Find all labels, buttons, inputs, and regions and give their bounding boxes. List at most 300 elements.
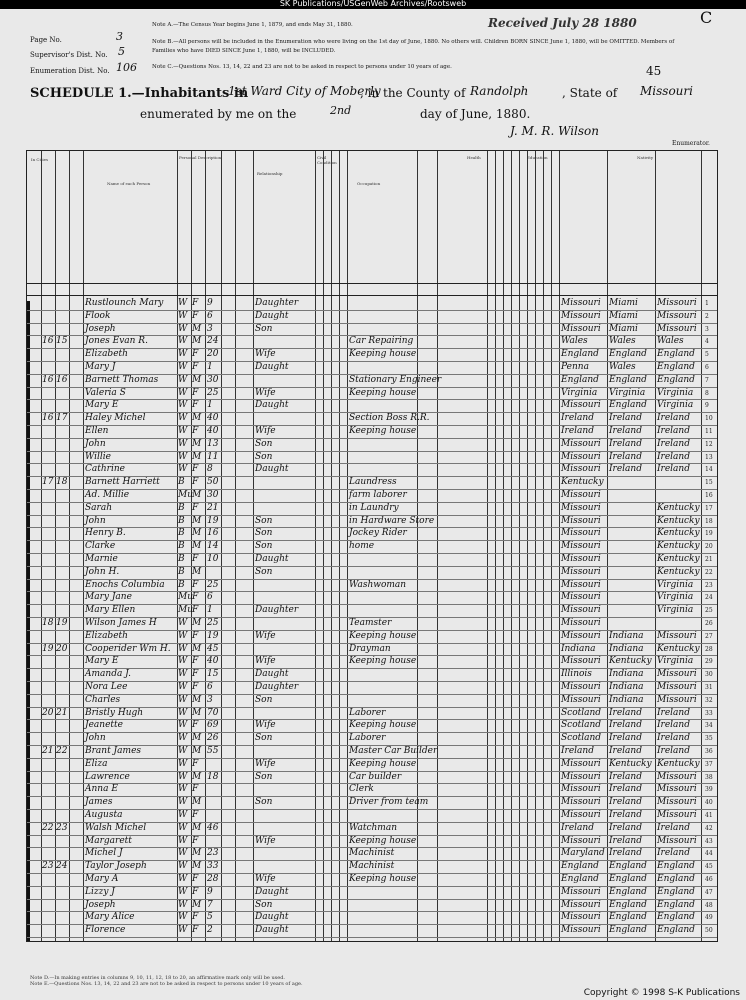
- mother-birthplace-cell: Ireland: [657, 438, 690, 449]
- father-birthplace-cell: Indiana: [609, 669, 644, 680]
- sex-cell: M: [192, 336, 202, 347]
- age-cell: 8: [207, 464, 213, 475]
- person-name-cell: Ellen: [85, 426, 109, 436]
- occupation-cell: Drayman: [349, 643, 391, 654]
- line-number-cell: 33: [705, 709, 713, 717]
- mother-birthplace-cell: England: [657, 886, 695, 897]
- father-birthplace-cell: Ireland: [609, 438, 642, 449]
- occupation-cell: Stationary Engineer: [349, 374, 442, 385]
- enumeration-date-tail: day of June, 1880.: [420, 107, 531, 121]
- line-number-cell: 47: [705, 888, 713, 896]
- mother-birthplace-cell: Virginia: [657, 592, 694, 603]
- age-cell: 16: [207, 528, 219, 539]
- line-number-cell: 31: [705, 684, 713, 691]
- color-cell: W: [178, 336, 188, 347]
- color-cell: B: [178, 579, 185, 590]
- color-cell: W: [178, 925, 188, 936]
- father-birthplace-cell: England: [609, 400, 647, 411]
- mother-birthplace-cell: Missouri: [657, 771, 697, 782]
- father-birthplace-cell: Ireland: [609, 720, 642, 731]
- sex-cell: M: [192, 822, 202, 833]
- color-cell: B: [178, 541, 185, 552]
- age-cell: 1: [207, 362, 213, 372]
- mother-birthplace-cell: Wales: [657, 336, 684, 347]
- color-cell: W: [178, 323, 188, 334]
- birthplace-cell: Missouri: [561, 323, 601, 334]
- age-cell: 7: [207, 899, 213, 910]
- line-number-cell: 5: [705, 351, 709, 359]
- mother-birthplace-cell: Kentucky: [657, 541, 700, 552]
- line-number-cell: 11: [705, 428, 713, 435]
- person-name-cell: Elizabeth: [85, 630, 128, 641]
- birthplace-cell: Missouri: [561, 886, 601, 897]
- person-name-cell: Mary E: [85, 656, 119, 667]
- color-cell: B: [178, 554, 185, 564]
- mother-birthplace-cell: Missouri: [657, 810, 697, 820]
- birthplace-cell: Missouri: [561, 694, 601, 705]
- sex-cell: F: [192, 400, 199, 411]
- father-birthplace-cell: England: [609, 861, 647, 872]
- birthplace-cell: Missouri: [561, 464, 601, 475]
- relationship-cell: Son: [255, 899, 273, 910]
- age-cell: 11: [207, 451, 219, 462]
- copyright-notice: Copyright © 1998 S-K Publications: [583, 988, 740, 998]
- birthplace-cell: Ireland: [561, 413, 594, 424]
- color-cell: W: [178, 899, 188, 910]
- sex-cell: F: [192, 387, 199, 398]
- birthplace-cell: Missouri: [561, 438, 601, 449]
- mother-birthplace-cell: Missouri: [657, 630, 697, 641]
- supervisor-district-label: Supervisor's Dist. No.: [30, 51, 108, 59]
- father-birthplace-cell: Ireland: [609, 733, 642, 744]
- sex-cell: F: [192, 874, 199, 884]
- birthplace-cell: Scotland: [561, 707, 602, 718]
- relationship-cell: Son: [255, 438, 273, 449]
- birthplace-cell: Missouri: [561, 771, 601, 782]
- color-cell: Mu: [178, 605, 194, 616]
- enumerated-label: enumerated by me on the: [140, 107, 297, 121]
- relationship-cell: Wife: [255, 630, 276, 641]
- relationship-cell: Wife: [255, 656, 276, 667]
- father-birthplace-cell: England: [609, 925, 647, 936]
- sex-cell: M: [192, 566, 202, 577]
- father-birthplace-cell: England: [609, 874, 647, 884]
- color-cell: W: [178, 822, 188, 833]
- person-name-cell: Barnett Thomas: [85, 374, 159, 385]
- mother-birthplace-cell: Missouri: [657, 682, 697, 692]
- sex-cell: M: [192, 797, 202, 808]
- mother-birthplace-cell: Ireland: [657, 464, 690, 475]
- birthplace-cell: Missouri: [561, 298, 601, 308]
- age-cell: 14: [207, 541, 219, 552]
- line-number-cell: 35: [705, 735, 713, 743]
- relationship-cell: Son: [255, 566, 273, 577]
- person-name-cell: James: [85, 797, 113, 808]
- birthplace-cell: Ireland: [561, 822, 594, 833]
- father-birthplace-cell: England: [609, 912, 647, 923]
- relationship-cell: Daught: [255, 925, 289, 936]
- father-birthplace-cell: Miami: [609, 310, 638, 321]
- mother-birthplace-cell: Kentucky: [657, 502, 700, 513]
- header-separator: [27, 295, 717, 296]
- age-cell: 9: [207, 298, 213, 308]
- mother-birthplace-cell: Missouri: [657, 784, 697, 795]
- col-head-personal: Personal Description: [179, 155, 222, 160]
- sex-cell: F: [192, 554, 199, 564]
- age-cell: 25: [207, 387, 219, 398]
- family-number-cell: 20: [56, 643, 68, 654]
- line-number-cell: 6: [705, 364, 709, 371]
- line-number-cell: 30: [705, 671, 713, 679]
- father-birthplace-cell: Indiana: [609, 682, 644, 692]
- footer-notes: [30, 975, 303, 987]
- relationship-cell: Daughter: [255, 298, 299, 308]
- person-name-cell: Lawrence: [85, 771, 130, 782]
- occupation-cell: Car Repairing: [349, 336, 414, 347]
- birthplace-cell: Missouri: [561, 784, 601, 795]
- person-name-cell: Ad. Millie: [85, 490, 130, 500]
- birthplace-cell: Ireland: [561, 746, 594, 756]
- sex-cell: F: [192, 605, 199, 616]
- dwelling-number-cell: 22: [42, 822, 54, 833]
- father-birthplace-cell: England: [609, 886, 647, 897]
- sex-cell: F: [192, 784, 199, 795]
- father-birthplace-cell: England: [609, 374, 647, 385]
- person-name-cell: Mary J: [85, 362, 116, 372]
- mother-birthplace-cell: England: [657, 899, 695, 910]
- mother-birthplace-cell: Ireland: [657, 733, 690, 744]
- birthplace-cell: England: [561, 349, 599, 360]
- birthplace-cell: England: [561, 861, 599, 872]
- relationship-cell: Son: [255, 733, 273, 744]
- color-cell: W: [178, 874, 188, 884]
- birthplace-cell: Missouri: [561, 400, 601, 411]
- line-number-cell: 8: [705, 389, 709, 397]
- row-rule: [27, 937, 717, 938]
- age-cell: 1: [207, 400, 213, 411]
- line-number-cell: 21: [705, 556, 713, 563]
- mother-birthplace-cell: Ireland: [657, 746, 690, 756]
- father-birthplace-cell: England: [609, 349, 647, 360]
- color-cell: B: [178, 566, 185, 577]
- col-head-cities: In Cities: [31, 157, 49, 162]
- age-cell: 28: [207, 874, 219, 884]
- relationship-cell: Daught: [255, 464, 289, 475]
- relationship-cell: Son: [255, 541, 273, 552]
- sex-cell: M: [192, 490, 202, 500]
- relationship-cell: Wife: [255, 758, 276, 769]
- line-number-cell: 36: [705, 748, 713, 755]
- sex-cell: F: [192, 925, 199, 936]
- father-birthplace-cell: Ireland: [609, 426, 642, 436]
- color-cell: W: [178, 310, 188, 321]
- relationship-cell: Daught: [255, 362, 289, 372]
- birthplace-cell: Missouri: [561, 490, 601, 500]
- line-number-cell: 4: [705, 338, 709, 346]
- county-value: Randolph: [470, 84, 529, 98]
- census-table: [26, 150, 718, 942]
- enumerator-signature: J. M. R. Wilson: [510, 124, 599, 138]
- age-cell: 40: [207, 426, 219, 436]
- line-number-cell: 39: [705, 786, 713, 794]
- person-name-cell: Rustlounch Mary: [85, 298, 164, 308]
- line-number-cell: 3: [705, 325, 709, 333]
- line-number-cell: 15: [705, 479, 713, 487]
- footer-note-e: Note E.—Questions Nos. 13, 14, 22 and 23 are not to be asked in respect to persons under 10 years of age.: [30, 981, 303, 987]
- relationship-cell: Wife: [255, 720, 276, 731]
- mother-birthplace-cell: England: [657, 861, 695, 872]
- person-name-cell: Margarett: [85, 835, 132, 846]
- line-number-cell: 37: [705, 760, 713, 768]
- age-cell: 3: [207, 323, 213, 334]
- line-number-cell: 2: [705, 312, 709, 320]
- col-head-education: Education: [527, 155, 548, 160]
- color-cell: Mu: [178, 490, 194, 500]
- occupation-cell: Watchman: [349, 822, 397, 833]
- note-b: Note B.—All persons will be included in the Enumeration who were living on the 1st day of June, 1880. No others will. Children BORN SINCE June 1, 1880, will be OMITTED. Members of Families who have DIED SINCE June 1, 1880, will be INCLUDED.: [152, 39, 675, 54]
- color-cell: W: [178, 438, 188, 449]
- line-number-cell: 46: [705, 876, 713, 883]
- note-a: Note A.—The Census Year begins June 1, 1879, and ends May 31, 1880.: [152, 22, 353, 28]
- person-name-cell: Brant James: [85, 746, 142, 756]
- mother-birthplace-cell: Kentucky: [657, 528, 700, 539]
- age-cell: 25: [207, 618, 219, 628]
- birthplace-cell: Missouri: [561, 758, 601, 769]
- birthplace-cell: Missouri: [561, 528, 601, 539]
- birthplace-cell: Missouri: [561, 515, 601, 526]
- enumerator-label: Enumerator.: [672, 140, 710, 147]
- sex-cell: M: [192, 618, 202, 628]
- person-name-cell: Enochs Columbia: [85, 579, 165, 590]
- age-cell: 6: [207, 310, 213, 321]
- father-birthplace-cell: Ireland: [609, 848, 642, 859]
- state-value: Missouri: [640, 84, 693, 98]
- col-head-occupation: Occupation: [357, 181, 381, 186]
- occupation-cell: Section Boss R.R.: [349, 413, 430, 424]
- birthplace-cell: England: [561, 374, 599, 385]
- father-birthplace-cell: Ireland: [609, 771, 642, 782]
- father-birthplace-cell: Ireland: [609, 784, 642, 795]
- note-c: Note C.—Questions Nos. 13, 14, 22 and 23 are not to be asked in respect to persons under 10 years of age.: [152, 64, 452, 70]
- county-label: , in the County of: [360, 86, 466, 100]
- relationship-cell: Son: [255, 771, 273, 782]
- color-cell: W: [178, 464, 188, 475]
- person-name-cell: Willie: [85, 451, 111, 462]
- scan-edge: [27, 301, 30, 941]
- father-birthplace-cell: Kentucky: [609, 656, 652, 667]
- occupation-cell: Keeping house: [349, 835, 417, 846]
- relationship-cell: Daughter: [255, 682, 299, 692]
- color-cell: W: [178, 630, 188, 641]
- color-cell: W: [178, 413, 188, 424]
- line-number-cell: 26: [705, 620, 713, 627]
- birthplace-cell: Wales: [561, 336, 588, 347]
- father-birthplace-cell: Indiana: [609, 630, 644, 641]
- birthplace-cell: Virginia: [561, 387, 598, 398]
- line-number-cell: 48: [705, 901, 713, 909]
- relationship-cell: Son: [255, 694, 273, 705]
- color-cell: W: [178, 426, 188, 436]
- mother-birthplace-cell: Ireland: [657, 426, 690, 436]
- color-cell: W: [178, 451, 188, 462]
- family-number-cell: 19: [56, 618, 68, 628]
- person-name-cell: Nora Lee: [85, 682, 128, 692]
- line-number-cell: 14: [705, 466, 713, 474]
- birthplace-cell: Missouri: [561, 682, 601, 692]
- birthplace-cell: Scotland: [561, 733, 602, 744]
- birthplace-cell: Missouri: [561, 605, 601, 616]
- father-birthplace-cell: Wales: [609, 362, 636, 372]
- occupation-cell: Machinist: [349, 848, 395, 859]
- occupation-cell: Keeping house: [349, 720, 417, 731]
- line-number-cell: 49: [705, 914, 713, 922]
- line-number-cell: 25: [705, 607, 713, 615]
- line-number-cell: 22: [705, 568, 713, 576]
- birthplace-cell: Ireland: [561, 426, 594, 436]
- age-cell: 5: [207, 912, 213, 923]
- birthplace-cell: Missouri: [561, 835, 601, 846]
- father-birthplace-cell: Indiana: [609, 643, 644, 654]
- person-name-cell: John: [85, 515, 106, 526]
- sex-cell: F: [192, 310, 199, 321]
- dwelling-number-cell: 16: [42, 374, 54, 385]
- person-name-cell: Cooperider Wm H.: [85, 643, 171, 654]
- relationship-cell: Son: [255, 528, 273, 539]
- sex-cell: F: [192, 426, 199, 436]
- person-name-cell: Eliza: [85, 758, 108, 769]
- dwelling-number-cell: 18: [42, 618, 54, 628]
- father-birthplace-cell: Ireland: [609, 822, 642, 833]
- line-number-cell: 44: [705, 850, 713, 858]
- age-cell: 9: [207, 886, 213, 897]
- sex-cell: F: [192, 298, 199, 308]
- line-number-cell: 45: [705, 863, 713, 871]
- age-cell: 40: [207, 656, 219, 667]
- sex-cell: M: [192, 374, 202, 385]
- birthplace-cell: Missouri: [561, 579, 601, 590]
- color-cell: W: [178, 758, 188, 769]
- person-name-cell: Charles: [85, 694, 121, 705]
- age-cell: 46: [207, 822, 219, 833]
- color-cell: W: [178, 733, 188, 744]
- sex-cell: F: [192, 810, 199, 820]
- birthplace-cell: Missouri: [561, 541, 601, 552]
- page-number-value: 3: [116, 30, 123, 43]
- birthplace-cell: Missouri: [561, 502, 601, 513]
- person-name-cell: Sarah: [85, 502, 112, 513]
- sex-cell: M: [192, 541, 202, 552]
- birthplace-cell: Missouri: [561, 797, 601, 808]
- age-cell: 55: [207, 746, 219, 756]
- age-cell: 30: [207, 490, 219, 500]
- person-name-cell: John: [85, 438, 106, 449]
- archive-banner: [0, 0, 746, 9]
- father-birthplace-cell: Ireland: [609, 413, 642, 424]
- occupation-cell: Keeping house: [349, 426, 417, 436]
- mother-birthplace-cell: Kentucky: [657, 515, 700, 526]
- family-number-cell: 15: [56, 336, 68, 347]
- mother-birthplace-cell: England: [657, 925, 695, 936]
- birthplace-cell: Missouri: [561, 899, 601, 910]
- line-number-cell: 9: [705, 402, 709, 410]
- relationship-cell: Daught: [255, 669, 289, 680]
- birthplace-cell: Indiana: [561, 643, 596, 654]
- age-cell: 13: [207, 438, 219, 449]
- birthplace-cell: England: [561, 874, 599, 884]
- father-birthplace-cell: Ireland: [609, 797, 642, 808]
- sex-cell: F: [192, 886, 199, 897]
- sex-cell: F: [192, 912, 199, 923]
- line-number-cell: 18: [705, 517, 713, 525]
- sex-cell: F: [192, 477, 199, 488]
- header-separator: [27, 283, 717, 284]
- family-number-cell: 17: [56, 413, 68, 424]
- sex-cell: M: [192, 733, 202, 744]
- age-cell: 26: [207, 733, 219, 744]
- occupation-cell: Machinist: [349, 861, 395, 872]
- sex-cell: F: [192, 720, 199, 731]
- person-name-cell: Amanda J.: [85, 669, 131, 680]
- birthplace-cell: Maryland: [561, 848, 605, 859]
- age-cell: 40: [207, 413, 219, 424]
- dwelling-number-cell: 21: [42, 746, 54, 756]
- color-cell: B: [178, 502, 185, 513]
- color-cell: W: [178, 400, 188, 411]
- relationship-cell: Son: [255, 323, 273, 334]
- color-cell: W: [178, 707, 188, 718]
- mother-birthplace-cell: England: [657, 912, 695, 923]
- age-cell: 21: [207, 502, 219, 513]
- person-name-cell: Taylor Joseph: [85, 861, 147, 872]
- color-cell: W: [178, 682, 188, 692]
- mother-birthplace-cell: Ireland: [657, 822, 690, 833]
- corner-letter: C: [700, 8, 713, 27]
- col-head-health: Health: [467, 155, 481, 160]
- occupation-cell: Laundress: [349, 477, 397, 488]
- occupation-cell: Keeping house: [349, 630, 417, 641]
- mother-birthplace-cell: Ireland: [657, 720, 690, 731]
- occupation-cell: Keeping house: [349, 758, 417, 769]
- line-number-cell: 17: [705, 504, 713, 512]
- occupation-cell: Keeping house: [349, 387, 417, 398]
- relationship-cell: Daught: [255, 400, 289, 411]
- birthplace-cell: Missouri: [561, 310, 601, 321]
- person-name-cell: Barnett Harriett: [85, 477, 160, 488]
- person-name-cell: Lizzy J: [85, 886, 115, 897]
- state-label: , State of: [562, 86, 618, 100]
- father-birthplace-cell: Ireland: [609, 746, 642, 756]
- dwelling-number-cell: 19: [42, 643, 54, 654]
- sex-cell: F: [192, 502, 199, 513]
- sex-cell: M: [192, 771, 202, 782]
- color-cell: W: [178, 374, 188, 385]
- father-birthplace-cell: Kentucky: [609, 758, 652, 769]
- age-cell: 6: [207, 682, 213, 692]
- person-name-cell: Marnie: [85, 554, 118, 564]
- color-cell: W: [178, 720, 188, 731]
- line-number-cell: 27: [705, 632, 713, 640]
- age-cell: 20: [207, 349, 219, 360]
- occupation-cell: Driver from team: [349, 797, 429, 808]
- mother-birthplace-cell: Missouri: [657, 797, 697, 808]
- person-name-cell: Walsh Michel: [85, 822, 147, 833]
- occupation-cell: Keeping house: [349, 874, 417, 884]
- relationship-cell: Wife: [255, 387, 276, 398]
- person-name-cell: John: [85, 733, 106, 744]
- father-birthplace-cell: Virginia: [609, 387, 646, 398]
- line-number-cell: 16: [705, 492, 713, 499]
- mother-birthplace-cell: Kentucky: [657, 643, 700, 654]
